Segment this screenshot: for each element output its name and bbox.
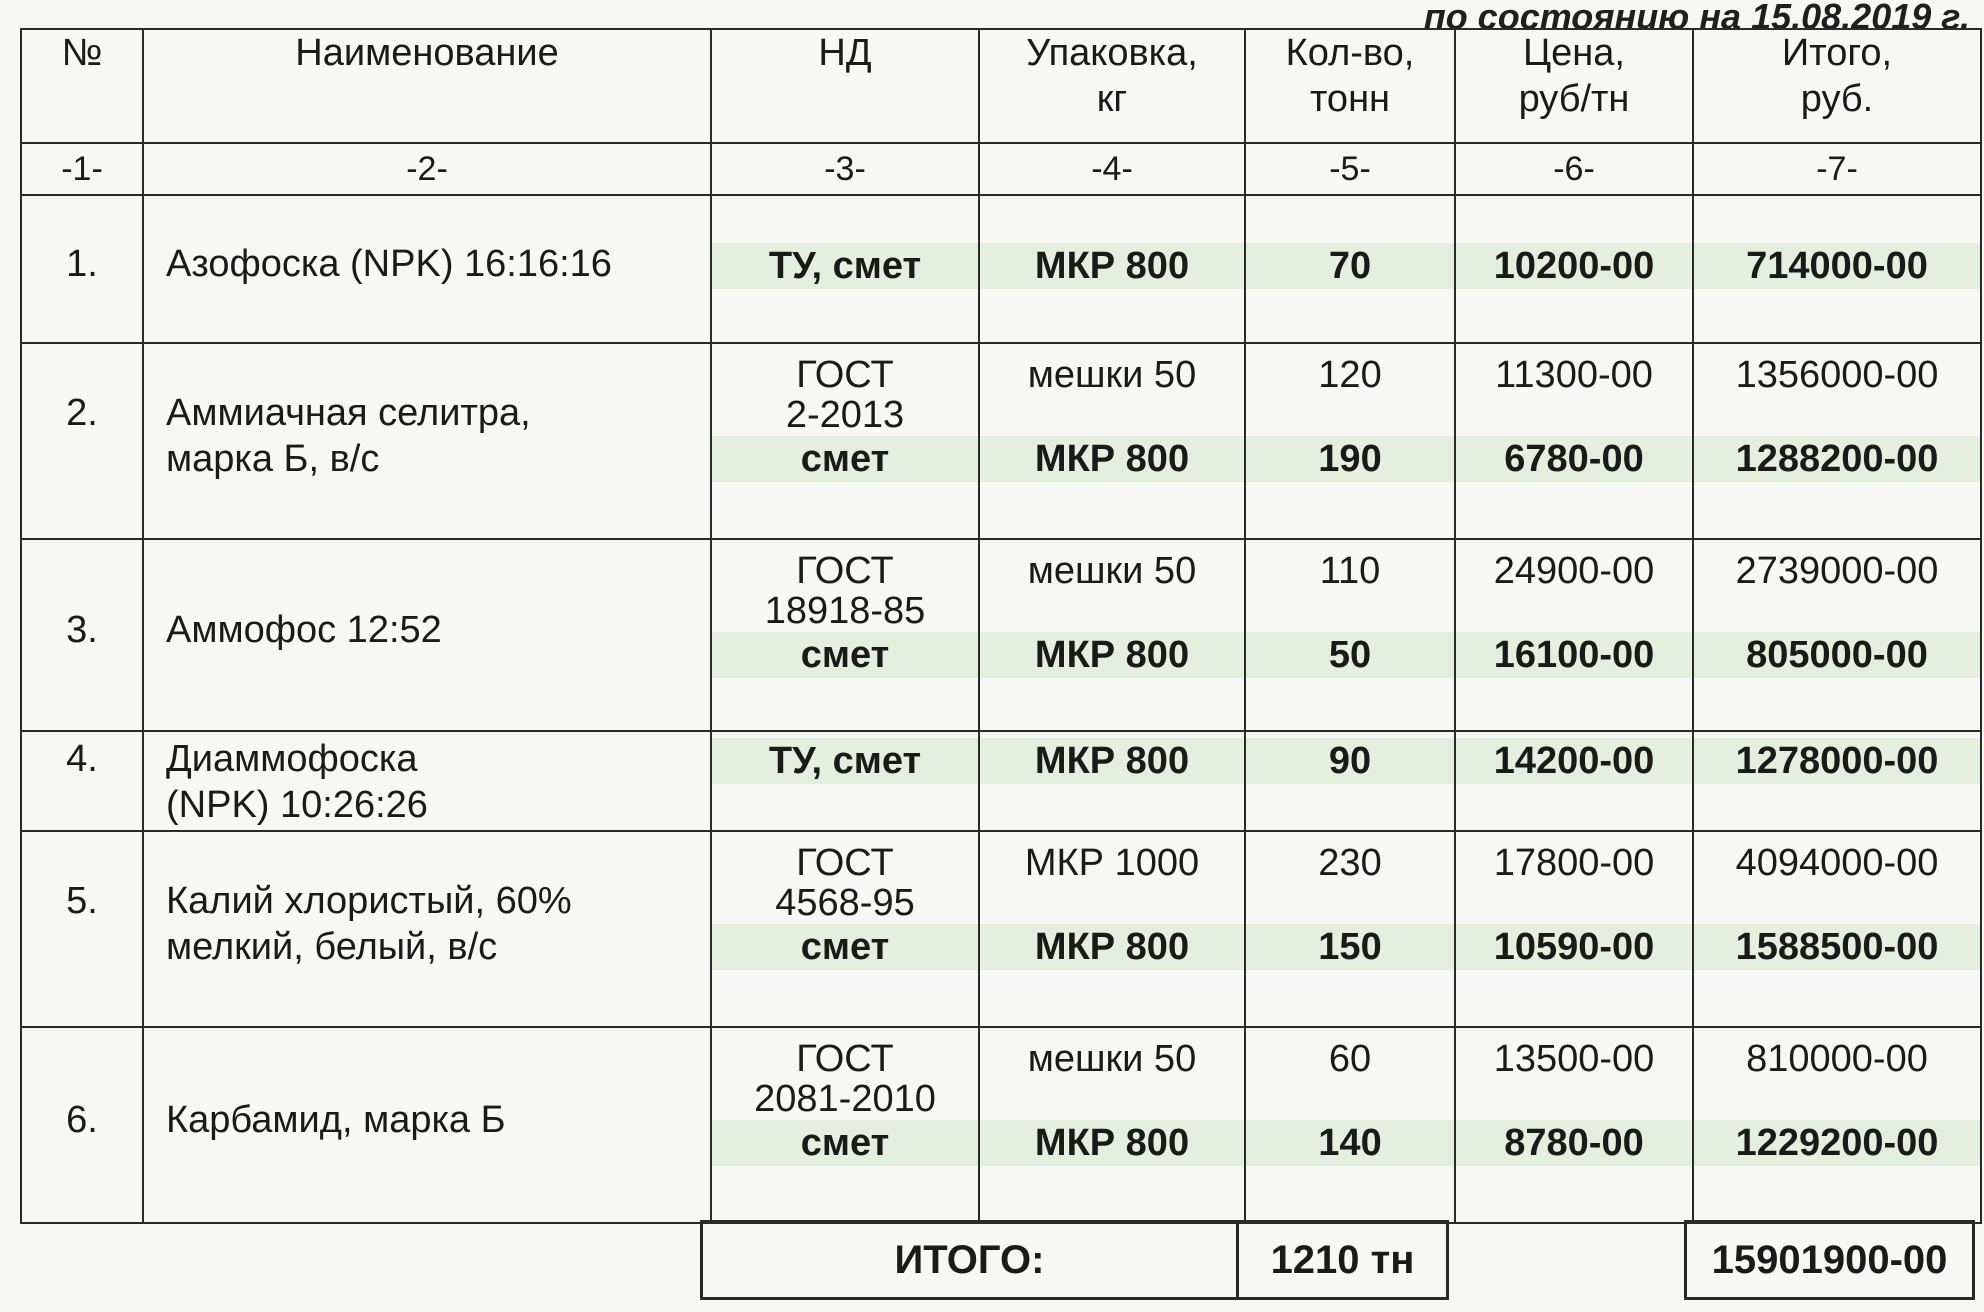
qty-bold: 50: [1246, 632, 1454, 678]
totals-table: [700, 1220, 1975, 1300]
cell-qty: [1245, 731, 1455, 831]
table-row: [21, 195, 1981, 343]
item-name-line: марка Б, в/с: [166, 438, 380, 480]
pack-bold: МКР 800: [980, 436, 1244, 482]
qty-regular: 60: [1328, 1038, 1372, 1080]
table-body: [21, 195, 1981, 1223]
table-row: [21, 1027, 1981, 1223]
cell-nd: [711, 195, 979, 343]
row-number-cell: [21, 731, 143, 831]
item-name: [166, 390, 704, 482]
item-name-line: Диаммофоска: [166, 738, 418, 780]
header-price: [1455, 29, 1693, 143]
row-number-cell: [21, 539, 143, 731]
cell-total: [1693, 1027, 1981, 1223]
total-regular: 2739000-00: [1735, 550, 1939, 592]
totals-blank: [1448, 1222, 1686, 1299]
header-pack-line1: Упаковка,: [1026, 32, 1198, 74]
pack-regular: МКР 1000: [1024, 842, 1200, 884]
cell-nd: [711, 539, 979, 731]
total-bold: 1229200-00: [1694, 1120, 1980, 1166]
pack-regular: мешки 50: [1027, 354, 1197, 396]
header-price-line1: Цена,: [1523, 32, 1625, 74]
price-regular: 24900-00: [1493, 550, 1655, 592]
column-number: -3-: [711, 143, 979, 195]
nd-bold: смет: [712, 632, 978, 678]
item-name-line: Карбамид, марка Б: [166, 1099, 506, 1141]
price-regular: 11300-00: [1495, 354, 1653, 396]
cell-nd: [711, 343, 979, 539]
nd-regular-line: 2-2013: [785, 394, 905, 436]
cell-pack: [979, 831, 1245, 1027]
pack-bold: МКР 800: [980, 924, 1244, 970]
cell-nd: [711, 731, 979, 831]
date-caption: по состоянию на 15.08.2019 г.: [1423, 0, 1970, 37]
nd-bold: ТУ, смет: [712, 243, 978, 289]
pack-bold: МКР 800: [980, 738, 1244, 784]
item-name: [166, 878, 704, 970]
row-number-cell: [21, 343, 143, 539]
pack-bold: МКР 800: [980, 1120, 1244, 1166]
column-number: -6-: [1455, 143, 1693, 195]
cell-qty: [1245, 539, 1455, 731]
totals-sum: 15901900-00: [1686, 1222, 1974, 1299]
qty-regular: 110: [1319, 550, 1381, 592]
nd-regular-line: 18918-85: [764, 590, 926, 632]
cell-total: [1693, 539, 1981, 731]
cell-nd: [711, 831, 979, 1027]
cell-price: [1455, 343, 1693, 539]
cell-price: [1455, 1027, 1693, 1223]
table-row: [21, 831, 1981, 1027]
row-number: 3.: [66, 609, 98, 651]
price-bold: 14200-00: [1456, 738, 1692, 784]
column-number: -4-: [979, 143, 1245, 195]
cell-pack: [979, 195, 1245, 343]
qty-regular: 230: [1318, 842, 1382, 884]
header-qty-line2: тонн: [1309, 78, 1391, 120]
item-name-cell: [143, 831, 711, 1027]
cell-qty: [1245, 195, 1455, 343]
item-name-line: Азофоска (NPK) 16:16:16: [166, 243, 612, 285]
cell-price: [1455, 731, 1693, 831]
cell-qty: [1245, 831, 1455, 1027]
qty-bold: 150: [1246, 924, 1454, 970]
price-bold: 8780-00: [1456, 1120, 1692, 1166]
column-number-row: [21, 143, 1981, 195]
total-bold: 714000-00: [1694, 243, 1980, 289]
qty-bold: 140: [1246, 1120, 1454, 1166]
header-total: [1693, 29, 1981, 143]
item-name: [166, 607, 704, 653]
qty-bold: 190: [1246, 436, 1454, 482]
item-name-cell: [143, 1027, 711, 1223]
row-number: 1.: [66, 243, 98, 285]
item-name-line: Калий хлористый, 60%: [166, 880, 572, 922]
cell-qty: [1245, 1027, 1455, 1223]
item-name: [166, 241, 704, 287]
nd-regular-line: ГОСТ: [796, 842, 894, 884]
nd-regular-line: ГОСТ: [796, 354, 894, 396]
column-number: -2-: [143, 143, 711, 195]
nd-regular-line: ГОСТ: [796, 1038, 894, 1080]
nd-bold: смет: [712, 436, 978, 482]
price-regular: 17800-00: [1493, 842, 1655, 884]
pack-bold: МКР 800: [980, 243, 1244, 289]
cell-pack: [979, 343, 1245, 539]
total-bold: 1278000-00: [1694, 738, 1980, 784]
nd-regular-line: 2081-2010: [754, 1078, 936, 1120]
item-name: [166, 736, 704, 828]
item-name-line: мелкий, белый, в/с: [166, 926, 498, 968]
header-qty-line1: Кол-во,: [1285, 32, 1415, 74]
item-name-line: Аммофос 12:52: [166, 609, 442, 651]
table-row: [21, 731, 1981, 831]
row-number-cell: [21, 831, 143, 1027]
nd-regular-line: 4568-95: [775, 882, 915, 924]
total-regular: 4094000-00: [1735, 842, 1939, 884]
header-nd: НД: [711, 29, 979, 143]
price-bold: 6780-00: [1456, 436, 1692, 482]
qty-bold: 90: [1246, 738, 1454, 784]
nd-bold: ТУ, смет: [712, 738, 978, 784]
header-qty: [1245, 29, 1455, 143]
price-bold: 10200-00: [1456, 243, 1692, 289]
price-regular: 13500-00: [1493, 1038, 1655, 1080]
item-name-cell: [143, 343, 711, 539]
cell-price: [1455, 831, 1693, 1027]
pack-regular: мешки 50: [1027, 550, 1197, 592]
table-row: [21, 539, 1981, 731]
header-total-line1: Итого,: [1781, 32, 1893, 74]
qty-regular: 120: [1318, 354, 1382, 396]
item-name-line: Аммиачная селитра,: [166, 392, 531, 434]
header-name: Наименование: [143, 29, 711, 143]
header-total-line2: руб.: [1800, 78, 1874, 120]
row-number: 4.: [66, 738, 98, 780]
column-number: -5-: [1245, 143, 1455, 195]
price-table: [20, 28, 1982, 1224]
column-number: -1-: [21, 143, 143, 195]
price-bold: 16100-00: [1456, 632, 1692, 678]
row-number-cell: [21, 1027, 143, 1223]
table-row: [21, 343, 1981, 539]
header-row: [21, 29, 1981, 143]
total-regular: 1356000-00: [1735, 354, 1939, 396]
cell-total: [1693, 831, 1981, 1027]
pack-bold: МКР 800: [980, 632, 1244, 678]
cell-pack: [979, 539, 1245, 731]
cell-pack: [979, 1027, 1245, 1223]
item-name-line: (NPK) 10:26:26: [166, 784, 428, 826]
header-price-line2: руб/тн: [1518, 78, 1630, 120]
item-name-cell: [143, 539, 711, 731]
qty-bold: 70: [1246, 243, 1454, 289]
price-bold: 10590-00: [1456, 924, 1692, 970]
header-pack: [979, 29, 1245, 143]
total-bold: 1288200-00: [1694, 436, 1980, 482]
totals-label: ИТОГО:: [702, 1222, 1238, 1299]
header-pack-line2: кг: [1096, 78, 1128, 120]
nd-bold: смет: [712, 924, 978, 970]
cell-price: [1455, 539, 1693, 731]
cell-total: [1693, 731, 1981, 831]
cell-total: [1693, 343, 1981, 539]
column-number: -7-: [1693, 143, 1981, 195]
cell-nd: [711, 1027, 979, 1223]
row-number: 2.: [66, 392, 98, 434]
pack-regular: мешки 50: [1027, 1038, 1197, 1080]
cell-pack: [979, 731, 1245, 831]
row-number: 5.: [66, 880, 98, 922]
row-number: 6.: [66, 1099, 98, 1141]
item-name-cell: [143, 195, 711, 343]
totals-qty: 1210 тн: [1238, 1222, 1448, 1299]
row-number-cell: [21, 195, 143, 343]
header-no: №: [21, 29, 143, 143]
cell-qty: [1245, 343, 1455, 539]
item-name: [166, 1097, 704, 1143]
cell-price: [1455, 195, 1693, 343]
cell-total: [1693, 195, 1981, 343]
total-bold: 805000-00: [1694, 632, 1980, 678]
item-name-cell: [143, 731, 711, 831]
totals-row: [702, 1222, 1974, 1299]
nd-bold: смет: [712, 1120, 978, 1166]
total-bold: 1588500-00: [1694, 924, 1980, 970]
total-regular: 810000-00: [1746, 1038, 1928, 1080]
nd-regular-line: ГОСТ: [796, 550, 894, 592]
